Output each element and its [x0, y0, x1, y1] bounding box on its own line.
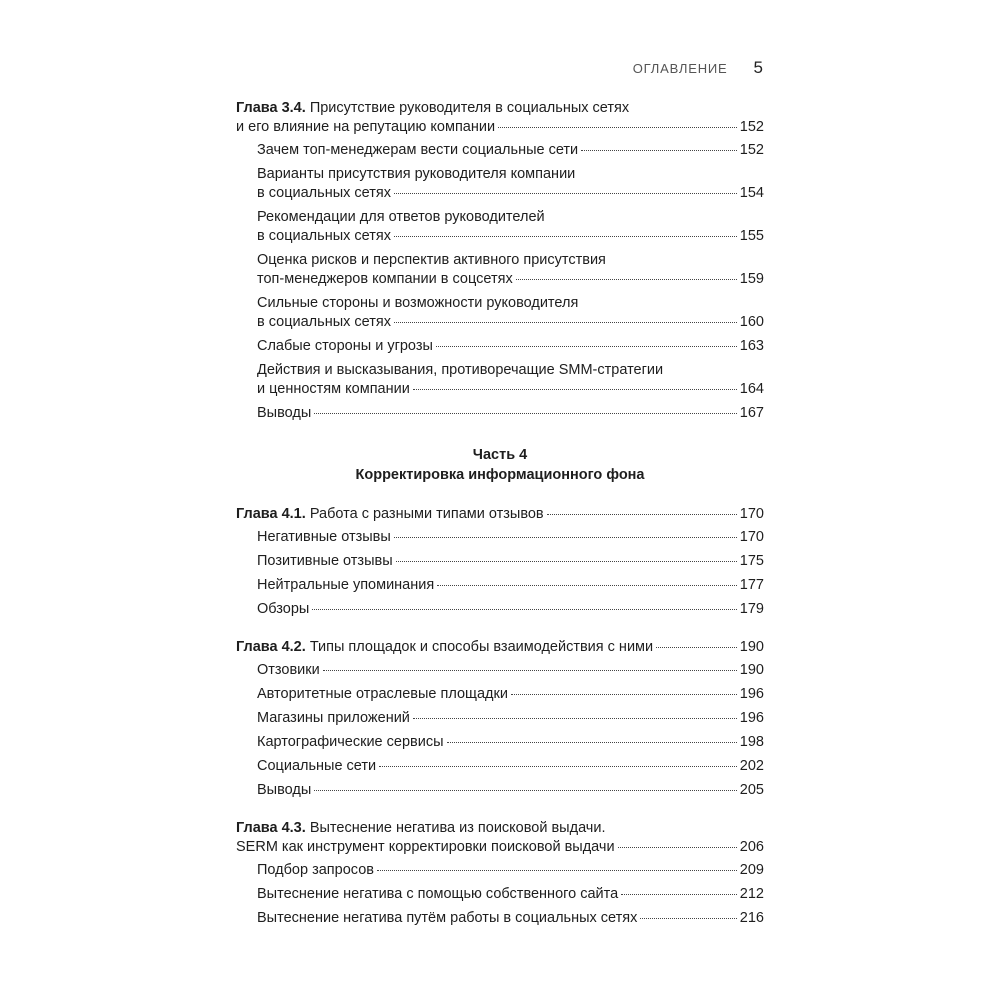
dot-leader: [394, 322, 737, 323]
toc-item: [236, 251, 764, 289]
toc-chapter-4-2: [236, 638, 764, 657]
toc-chapter-4-3: [236, 819, 764, 857]
page-ref: 198: [739, 734, 764, 750]
toc-chapter-4-1: [236, 505, 764, 524]
dot-leader: [498, 127, 737, 128]
dot-leader: [323, 670, 737, 671]
running-header-title: ОГЛАВЛЕНИЕ: [632, 61, 728, 76]
toc-item-title: Социальные сети: [257, 758, 377, 774]
toc-item: [236, 141, 764, 160]
toc-item-title: Зачем топ-менеджерам вести социальные сети: [257, 142, 579, 158]
page-ref: 190: [739, 639, 764, 655]
dot-leader: [621, 894, 737, 895]
toc-item: [236, 294, 764, 332]
toc-item: [236, 861, 764, 880]
toc-item-title: топ-менеджеров компании в соцсетях: [257, 271, 513, 287]
dot-leader: [447, 742, 737, 743]
toc-item: [236, 404, 764, 423]
toc-item: [236, 885, 764, 904]
page-ref: 155: [739, 228, 764, 244]
dot-leader: [436, 346, 737, 347]
page-ref: 212: [739, 886, 764, 902]
toc-item: [236, 337, 764, 356]
dot-leader: [413, 718, 737, 719]
toc-item: [236, 528, 764, 547]
toc-item: [236, 208, 764, 246]
toc-item-title: Позитивные отзывы: [257, 553, 393, 569]
toc-item-title-line: Действия и высказывания, противоречащие SMM-стратегии: [257, 362, 664, 378]
toc-item-title-line: Варианты присутствия руководителя компании: [257, 166, 576, 182]
chapter-title-line: Присутствие руководителя в социальных сетях: [309, 100, 630, 116]
dot-leader: [618, 847, 737, 848]
toc-item-title: в социальных сетях: [257, 185, 391, 201]
toc-item-title: Отзовики: [257, 662, 320, 678]
chapter-title: Работа с разными типами отзывов: [309, 506, 544, 522]
page-ref: 196: [739, 710, 764, 726]
toc-item: [236, 709, 764, 728]
page-ref: 179: [739, 601, 764, 617]
dot-leader: [312, 609, 736, 610]
chapter-spacer: [236, 624, 764, 638]
chapter-title-line: SERM как инструмент корректировки поисковой выдачи: [236, 839, 615, 855]
dot-leader: [394, 236, 737, 237]
page-ref: 216: [739, 910, 764, 926]
chapter-title-line: и его влияние на репутацию компании: [236, 119, 496, 135]
chapter-title-line: Вытеснение негатива из поисковой выдачи.: [309, 820, 606, 836]
page-ref: 190: [739, 662, 764, 678]
toc-item: [236, 361, 764, 399]
page-ref: 163: [739, 338, 764, 354]
chapter-label: Глава 4.3.: [236, 820, 306, 836]
dot-leader: [581, 150, 737, 151]
page-ref: 154: [739, 185, 764, 201]
dot-leader: [413, 389, 737, 390]
toc-item: [236, 781, 764, 800]
toc-item: [236, 576, 764, 595]
page-ref: 196: [739, 686, 764, 702]
toc-item-title: и ценностям компании: [257, 381, 410, 397]
toc-item: [236, 685, 764, 704]
toc-item: [236, 757, 764, 776]
page-ref: 206: [739, 839, 764, 855]
dot-leader: [516, 279, 737, 280]
toc-item-title: Магазины приложений: [257, 710, 410, 726]
toc-item-title: Вытеснение негатива путём работы в социальных сетях: [257, 910, 638, 926]
part-label: Часть 4: [472, 447, 528, 463]
toc-item-title-line: Сильные стороны и возможности руководителя: [257, 295, 579, 311]
toc-item-title: Нейтральные упоминания: [257, 577, 435, 593]
dot-leader: [640, 918, 736, 919]
toc-item: [236, 600, 764, 619]
page-ref: 175: [739, 553, 764, 569]
toc-item: [236, 909, 764, 928]
part-title: Корректировка информационного фона: [355, 467, 645, 483]
dot-leader: [394, 537, 737, 538]
toc-item: [236, 165, 764, 203]
toc-item-title: в социальных сетях: [257, 228, 391, 244]
page-ref: 159: [739, 271, 764, 287]
dot-leader: [377, 870, 737, 871]
dot-leader: [379, 766, 737, 767]
running-header: [633, 58, 763, 78]
table-of-contents: [236, 99, 764, 933]
toc-item-title: Обзоры: [257, 601, 310, 617]
dot-leader: [656, 647, 737, 648]
page-ref: 177: [739, 577, 764, 593]
page-ref: 202: [739, 758, 764, 774]
toc-item-title: Выводы: [257, 782, 312, 798]
chapter-label: Глава 3.4.: [236, 100, 306, 116]
dot-leader: [314, 413, 737, 414]
page-ref: 205: [739, 782, 764, 798]
page-number: 5: [753, 58, 763, 77]
part-heading: [236, 445, 764, 485]
toc-item-title: Слабые стороны и угрозы: [257, 338, 433, 354]
page-ref: 152: [739, 119, 764, 135]
toc-item-title: Подбор запросов: [257, 862, 374, 878]
page-ref: 160: [739, 314, 764, 330]
toc-item-title-line: Оценка рисков и перспектив активного присутствия: [257, 252, 606, 268]
toc-item-title: Выводы: [257, 405, 312, 421]
chapter-label: Глава 4.1.: [236, 506, 306, 522]
dot-leader: [396, 561, 737, 562]
page-ref: 209: [739, 862, 764, 878]
toc-item-title: Негативные отзывы: [257, 529, 391, 545]
toc-item-title-line: Рекомендации для ответов руководителей: [257, 209, 545, 225]
dot-leader: [394, 193, 737, 194]
toc-item-title: Авторитетные отраслевые площадки: [257, 686, 508, 702]
dot-leader: [547, 514, 737, 515]
dot-leader: [511, 694, 737, 695]
page-ref: 167: [739, 405, 764, 421]
chapter-title: Типы площадок и способы взаимодействия с ними: [309, 639, 654, 655]
chapter-label: Глава 4.2.: [236, 639, 306, 655]
toc-chapter-3-4: [236, 99, 764, 137]
dot-leader: [437, 585, 737, 586]
dot-leader: [314, 790, 737, 791]
toc-item: [236, 661, 764, 680]
toc-item-title: в социальных сетях: [257, 314, 391, 330]
toc-item-title: Вытеснение негатива с помощью собственного сайта: [257, 886, 619, 902]
page-ref: 152: [739, 142, 764, 158]
page-ref: 164: [739, 381, 764, 397]
toc-item: [236, 552, 764, 571]
chapter-spacer: [236, 805, 764, 819]
page-ref: 170: [739, 506, 764, 522]
toc-item-title: Картографические сервисы: [257, 734, 444, 750]
toc-item: [236, 733, 764, 752]
page-ref: 170: [739, 529, 764, 545]
